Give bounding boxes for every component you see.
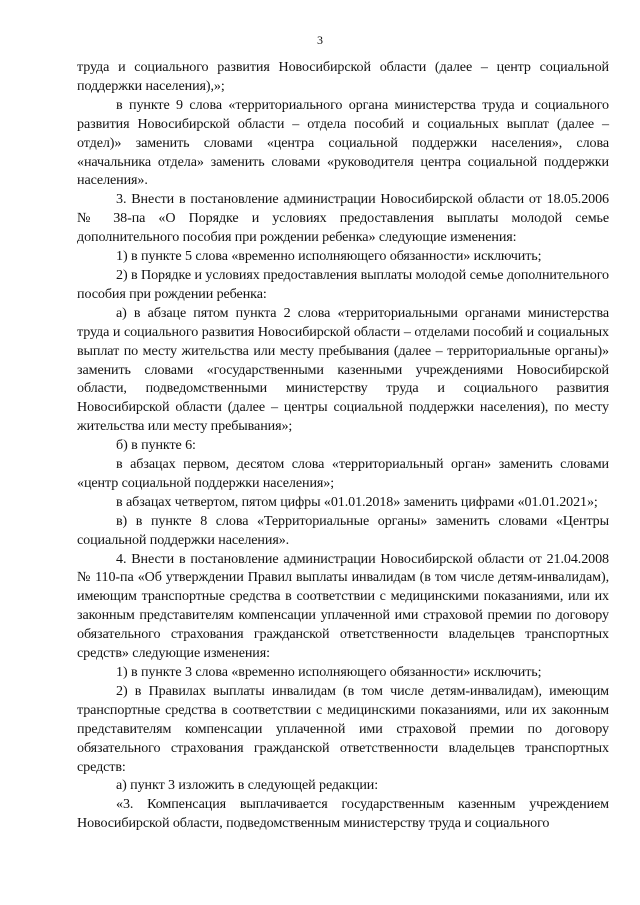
paragraph-item-9: в пункте 9 слова «территориального органа министерства труда и социального развития Новосибирской области – отдела пособий и социальных выплат (далее – отдел)» заменить словами «центра социальной поддержки населения», слова «начальника отдела» заменить словами «руководителя центра социальной поддержки населения». — [77, 96, 609, 189]
paragraph-3-2: 2) в Порядке и условиях предоставления выплаты молодой семье дополнительного пособия при рождении ребенка: — [77, 266, 609, 302]
paragraph-3-2-c: в) в пункте 8 слова «Территориальные органы» заменить словами «Центры социальной поддержки населения». — [77, 512, 609, 548]
page-number: 3 — [317, 33, 323, 47]
paragraph-4-2: 2) в Правилах выплаты инвалидам (в том числе детям-инвалидам), имеющим транспортные средства в соответствии с медицинскими показаниями, или их законным представителям компенсации уплаченной ими страховой премии по договору обязательного страхования гражданской ответственности владельцев транспортных средств: — [77, 682, 609, 775]
paragraph-new-item-3: «3. Компенсация выплачивается государственным казенным учреждением Новосибирской области, подведомственным министерству труда и социального — [77, 796, 609, 832]
paragraph-3-1: 1) в пункте 5 слова «временно исполняющего обязанности» исключить; — [116, 248, 542, 265]
paragraph-4-2-a: а) пункт 3 изложить в следующей редакции: — [116, 777, 379, 794]
paragraph-3-2-b: б) в пункте 6: — [116, 437, 196, 454]
paragraph-continuation: труда и социального развития Новосибирской области (далее – центр социальной поддержки населения),»; — [77, 59, 609, 94]
paragraph-3-2-a: а) в абзаце пятом пункта 2 слова «территориальными органами министерства труда и социального развития Новосибирской области – отделами пособий и социальных выплат по месту жительства или месту пребывания (далее – территориальные органы)» заменить словами «государственными казенными учреждениями Новосибирской области, подведомственными министерству труда и социального развития Новосибирской области (далее – центры социальной поддержки населения), по месту жительства или месту пребывания»; — [77, 304, 609, 435]
paragraph-section-3: 3. Внести в постановление администрации Новосибирской области от 18.05.2006 № 38-па «О Порядке и условиях предоставления выплаты молодой семье дополнительного пособия при рождении ребенка» следующие изменения: — [77, 191, 609, 246]
paragraph-3-2-b-2: в абзацах четвертом, пятом цифры «01.01.2018» заменить цифрами «01.01.2021»; — [116, 493, 598, 510]
paragraph-3-2-b-1: в абзацах первом, десятом слова «территориальный орган» заменить словами «центр социальной поддержки населения»; — [77, 456, 609, 491]
document-body — [77, 58, 609, 833]
paragraph-section-4: 4. Внести в постановление администрации Новосибирской области от 21.04.2008 № 110-па «Об утверждении Правил выплаты инвалидам (в том числе детям-инвалидам), имеющим транспортные средства в соответствии с медицинскими показаниями, или их законным представителям компенсации уплаченной ими страховой премии по договору обязательного страхования гражданской ответственности владельцев транспортных средств» следующие изменения: — [77, 550, 609, 662]
paragraph-4-1: 1) в пункте 3 слова «временно исполняющего обязанности» исключить; — [116, 664, 542, 680]
